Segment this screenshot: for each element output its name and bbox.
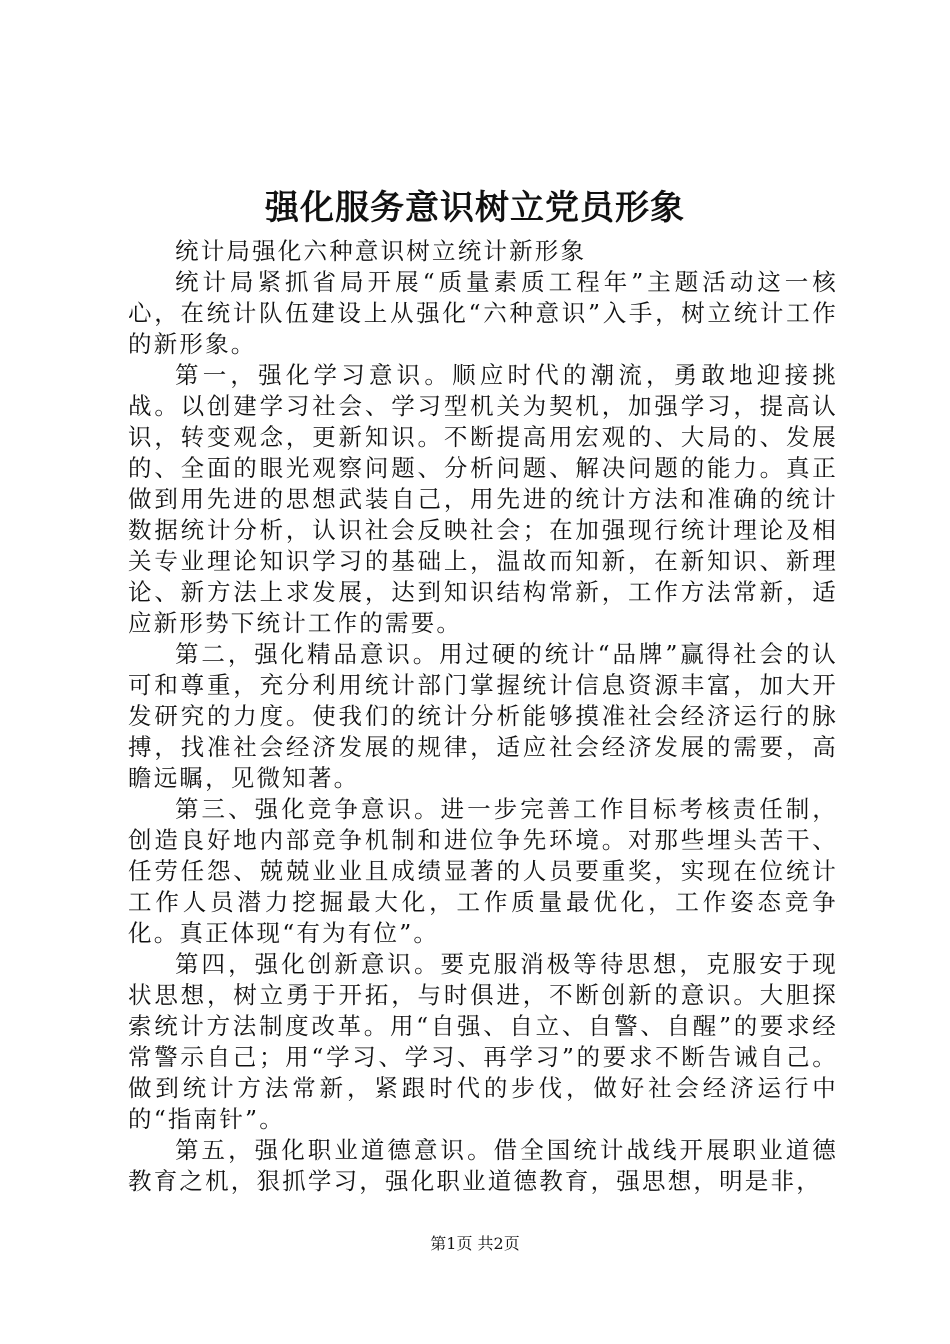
document-title: 强化服务意识树立党员形象	[265, 188, 685, 228]
paragraph-third-competition: 第三、强化竞争意识。进一步完善工作目标考核责任制，创造良好地内部竞争机制和进位争先环境。对那些埋头苦干、任劳任怨、兢兢业业且成绩显著的人员要重奖，实现在位统计工作人员潜力挖掘最大化，工作质量最优化，工作姿态竞争化。真正体现“有为有位”。	[128, 795, 838, 947]
paragraph-second-quality: 第二，强化精品意识。用过硬的统计“品牌”赢得社会的认可和尊重，充分利用统计部门掌握统计信息资源丰富，加大开发研究的力度。使我们的统计分析能够摸准社会经济运行的脉搏，找准社会经济发展的规律，适应社会经济发展的需要，高瞻远瞩，见微知著。	[128, 640, 838, 792]
paragraph-intro: 统计局紧抓省局开展“质量素质工程年”主题活动这一核心，在统计队伍建设上从强化“六种意识”入手，树立统计工作的新形象。	[128, 268, 838, 358]
page-number: 第1页 共2页	[430, 1234, 520, 1253]
paragraph-fifth-ethics: 第五，强化职业道德意识。借全国统计战线开展职业道德教育之机，狠抓学习，强化职业道德教育，强思想，明是非，	[128, 1136, 838, 1195]
paragraph-first-learning: 第一，强化学习意识。顺应时代的潮流，勇敢地迎接挑战。以创建学习社会、学习型机关为契机，加强学习，提高认识，转变观念，更新知识。不断提高用宏观的、大局的、发展的、全面的眼光观察问题、分析问题、解决问题的能力。真正做到用先进的思想武装自己，用先进的统计方法和准确的统计数据统计分析，认识社会反映社会；在加强现行统计理论及相关专业理论知识学习的基础上，温故而知新，在新知识、新理论、新方法上求发展，达到知识结构常新，工作方法常新，适应新形势下统计工作的需要。	[128, 361, 838, 637]
document-body	[128, 236, 838, 1197]
paragraph-subtitle: 统计局强化六种意识树立统计新形象	[175, 237, 587, 265]
paragraph-fourth-innovation: 第四，强化创新意识。要克服消极等待思想，克服安于现状思想，树立勇于开拓，与时俱进，不断创新的意识。大胆探索统计方法制度改革。用“自强、自立、自警、自醒”的要求经常警示自己；用“学习、学习、再学习”的要求不断告诫自己。做到统计方法常新，紧跟时代的步伐，做好社会经济运行中的“指南针”。	[128, 950, 838, 1133]
